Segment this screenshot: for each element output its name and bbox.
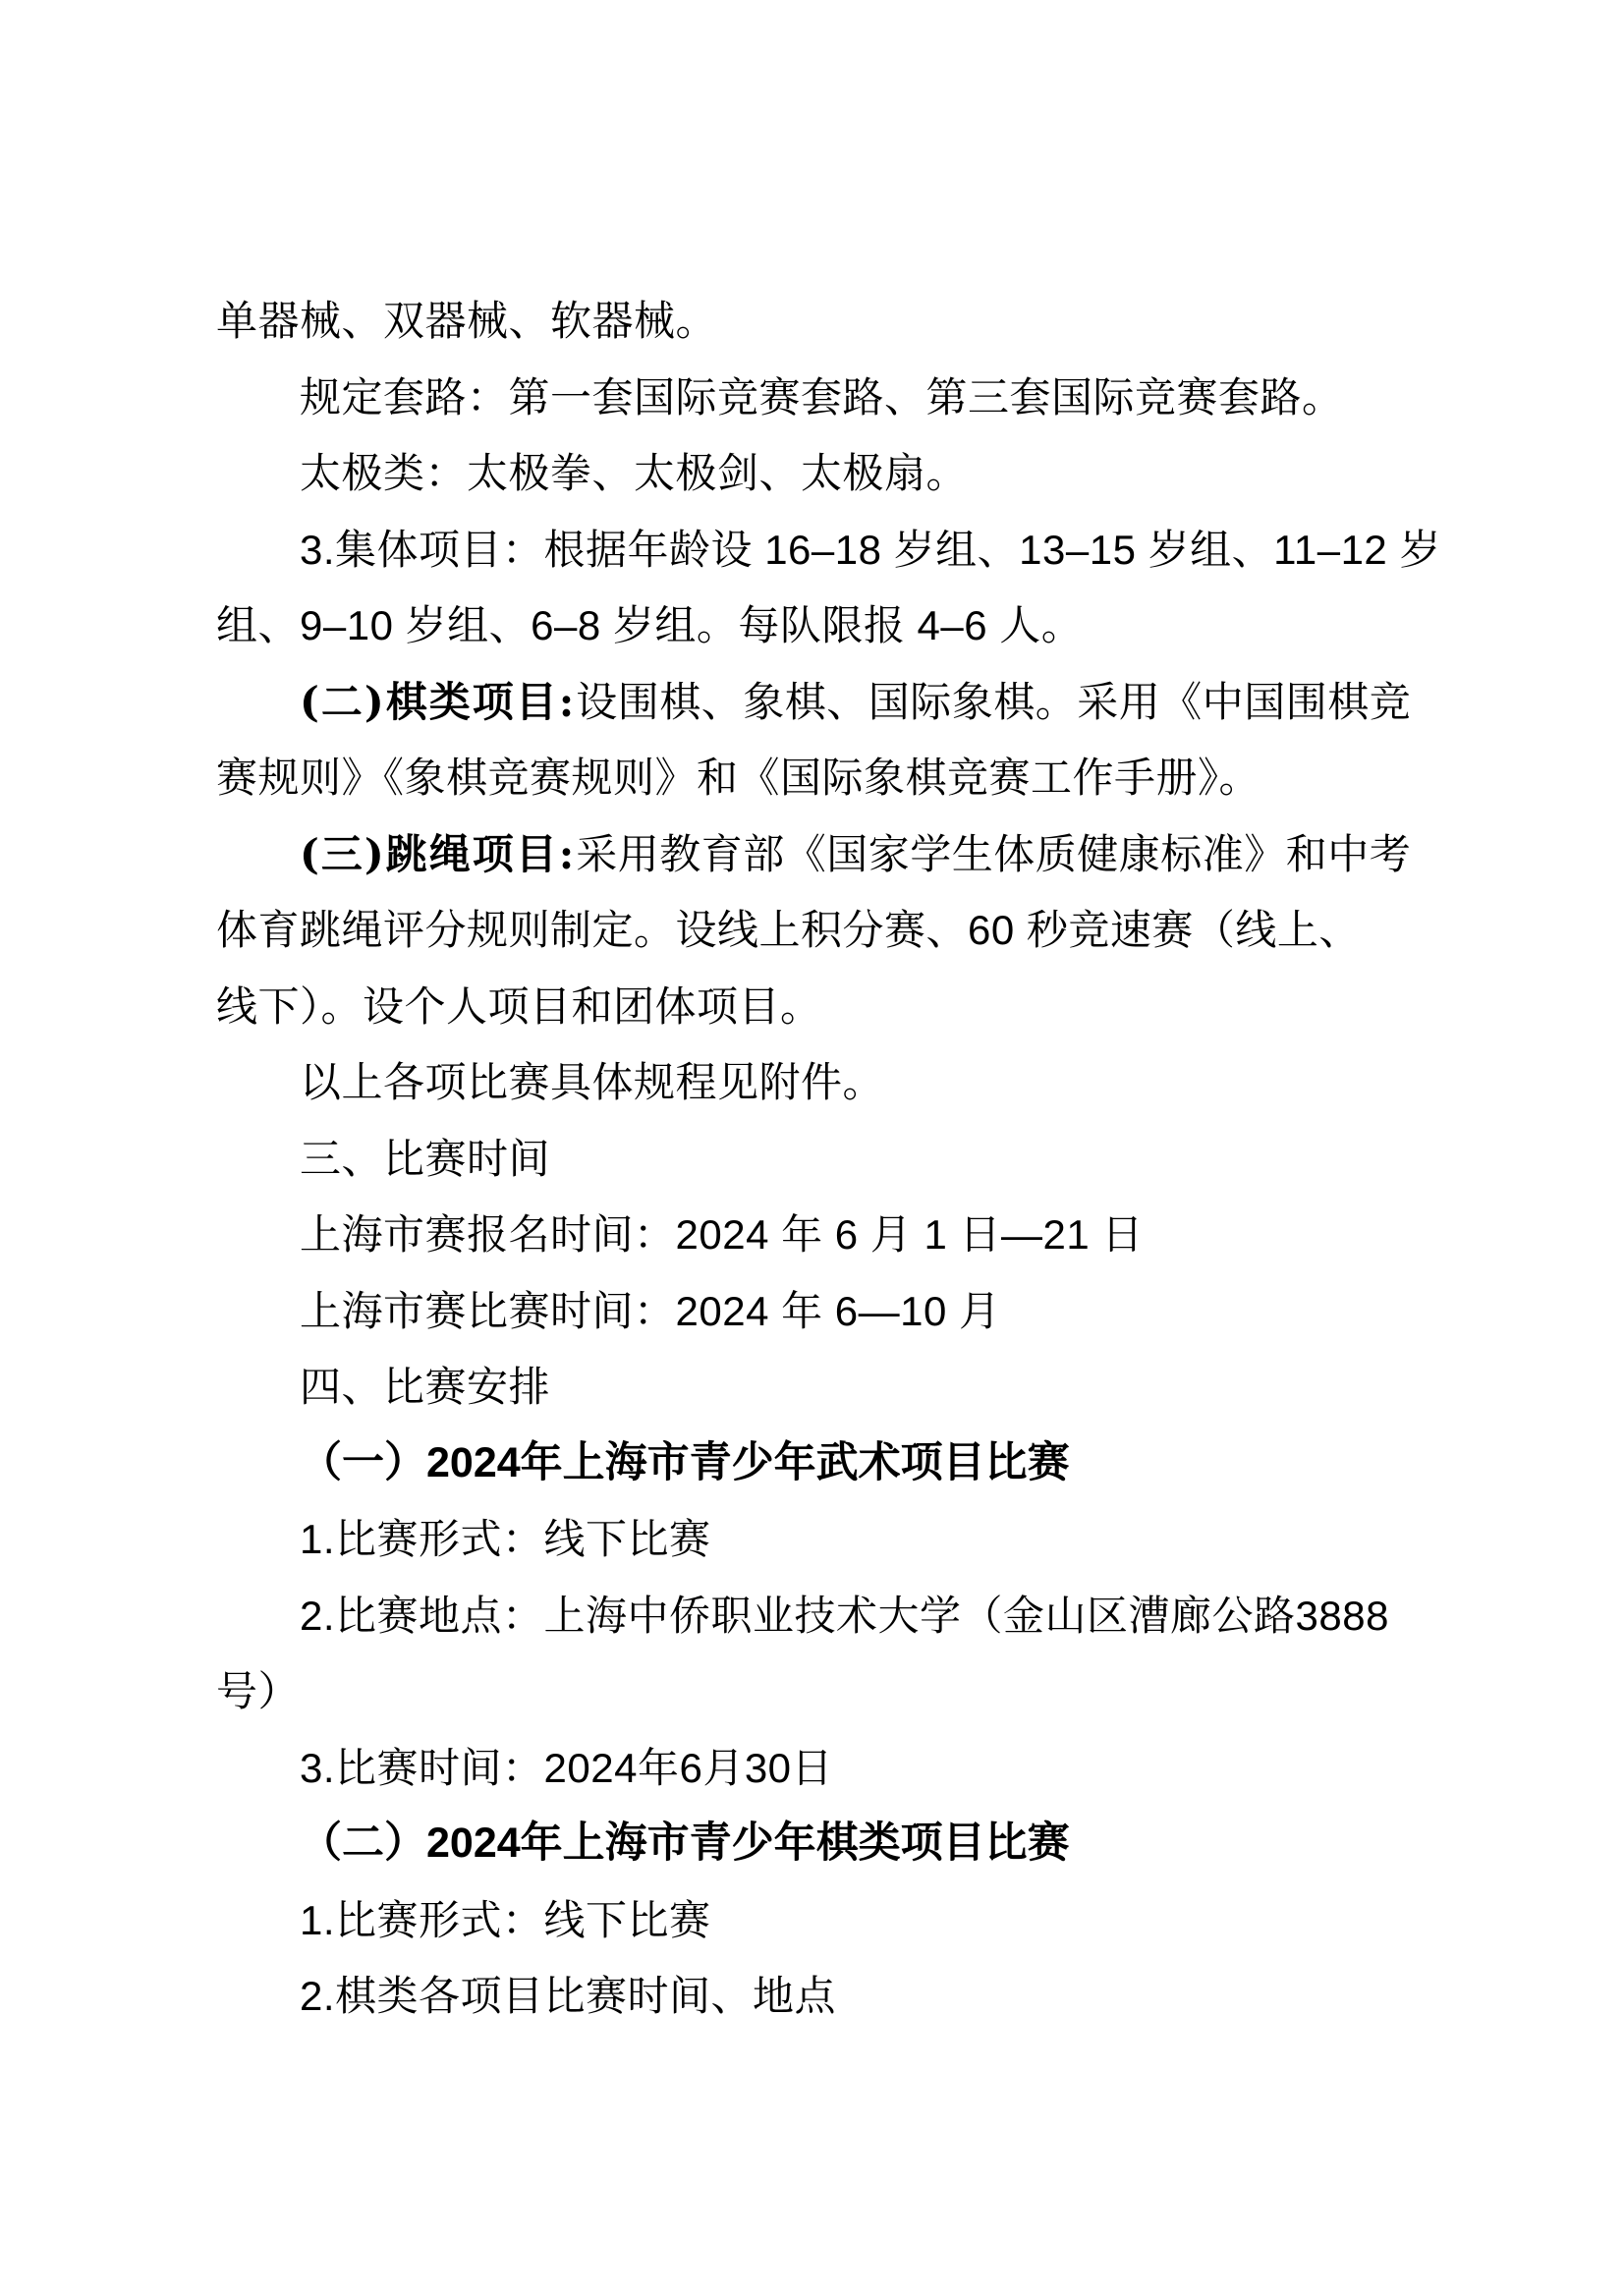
text-line xyxy=(216,360,1469,436)
text-run: 太极类：太极拳、太极剑、太极扇。 xyxy=(300,450,969,496)
text-line xyxy=(216,1197,1469,1273)
kai-label-run: (三)跳绳项目: xyxy=(300,829,577,878)
text-run: 以上各项比赛具体规程见附件。 xyxy=(300,1059,885,1105)
text-run: 四、比赛安排 xyxy=(300,1364,551,1410)
text-line xyxy=(216,435,1469,512)
text-run: 线下）。设个人项目和团体项目。 xyxy=(216,982,822,1030)
text-line xyxy=(216,1882,1469,1959)
text-line xyxy=(216,740,1469,816)
text-run: 3.比赛时间：2024年6月30日 xyxy=(300,1744,834,1791)
text-run: 2.棋类各项目比赛时间、地点 xyxy=(300,1973,837,2019)
text-line xyxy=(216,816,1469,893)
text-run: 号） xyxy=(216,1668,301,1714)
text-run: （二）2024年上海市青少年棋类项目比赛 xyxy=(300,1819,1070,1867)
section-heading xyxy=(216,1426,1469,1502)
text-line xyxy=(216,664,1469,741)
text-run: 体育跳绳评分规则制定。设线上积分赛、60 秒竞速赛（线上、 xyxy=(216,907,1361,953)
text-run: 设围棋、象棋、国际象棋。采用《中国围棋竞 xyxy=(576,678,1412,725)
text-run: 3.集体项目：根据年龄设 16–18 岁组、13–15 岁组、11–12 岁 xyxy=(300,526,1441,573)
text-run: 赛规则》《象棋竞赛规则》和《国际象棋竞赛工作手册》。 xyxy=(216,755,1261,801)
text-line xyxy=(216,1958,1469,2035)
text-run: 1.比赛形式：线下比赛 xyxy=(300,1896,711,1943)
text-run: 采用教育部《国家学生体质健康标准》和中考 xyxy=(576,830,1412,877)
text-run: 1.比赛形式：线下比赛 xyxy=(300,1516,711,1562)
text-run: 上海市赛报名时间：2024 年 6 月 1 日—21 日 xyxy=(300,1211,1144,1258)
text-line xyxy=(216,1730,1469,1807)
text-run: 三、比赛时间 xyxy=(300,1135,551,1182)
text-line xyxy=(216,1578,1469,1654)
document-content xyxy=(216,283,1469,2035)
text-line xyxy=(216,1653,1469,1730)
text-run: （一）2024年上海市青少年武术项目比赛 xyxy=(300,1438,1070,1486)
kai-label-run: (二)棋类项目: xyxy=(300,677,577,726)
text-line xyxy=(216,588,1469,664)
text-line xyxy=(216,1044,1469,1121)
text-run: 2.比赛地点：上海中侨职业技术大学（金山区漕廊公路3888 xyxy=(300,1592,1389,1639)
text-line xyxy=(216,1273,1469,1350)
text-line xyxy=(216,512,1469,588)
text-line xyxy=(216,892,1469,969)
text-line xyxy=(216,1501,1469,1578)
text-run: 单器械、双器械、软器械。 xyxy=(216,298,718,344)
text-line xyxy=(216,1349,1469,1426)
text-run: 规定套路：第一套国际竞赛套路、第三套国际竞赛套路。 xyxy=(300,373,1344,420)
text-run: 组、9–10 岁组、6–8 岁组。每队限报 4–6 人。 xyxy=(216,602,1084,648)
text-line xyxy=(216,1121,1469,1198)
text-line xyxy=(216,969,1469,1045)
section-heading xyxy=(216,1806,1469,1882)
text-run: 上海市赛比赛时间：2024 年 6—10 月 xyxy=(300,1287,1001,1334)
text-line xyxy=(216,283,1469,360)
